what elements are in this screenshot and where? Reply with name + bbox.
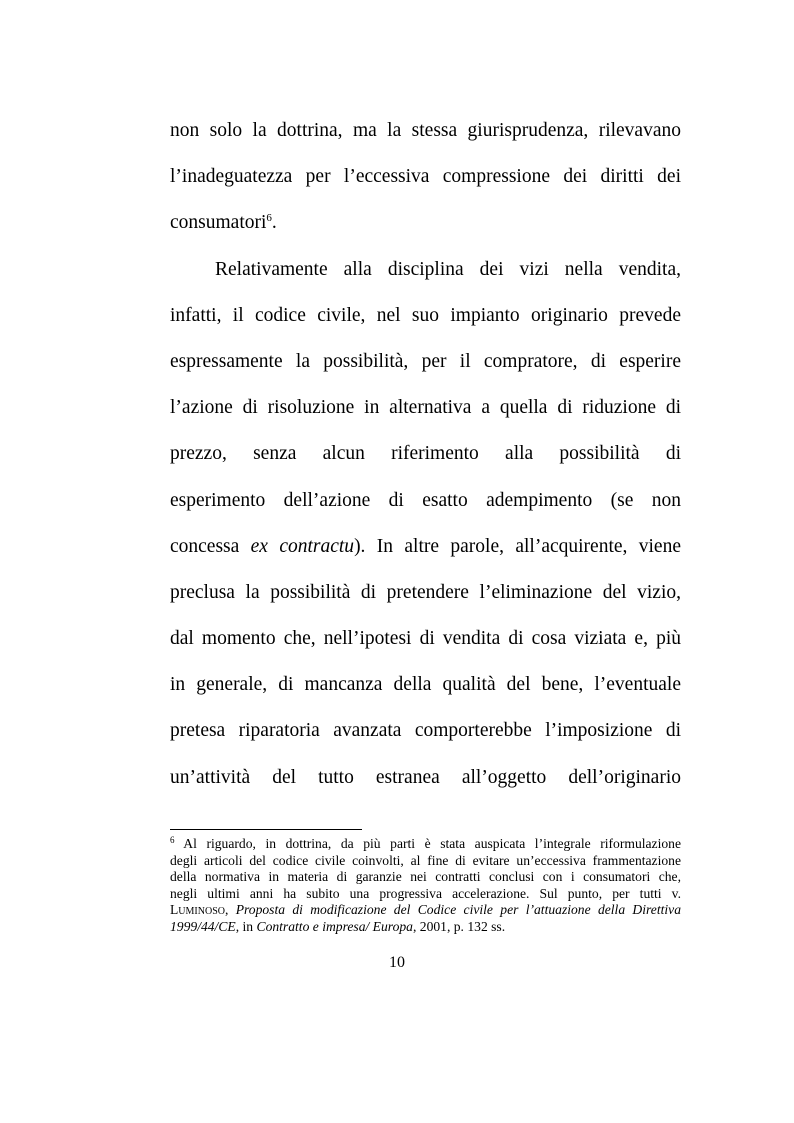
text-line: esperimento dell’azione di esatto adempimento (se non [170, 489, 681, 511]
text-segment: , in [235, 918, 257, 934]
footnote-line: negli ultimi anni ha subito una progressiva accelerazione. Sul punto, per tutti v. [170, 885, 681, 901]
footnote-line [170, 902, 681, 919]
text-line: in generale, di mancanza della qualità del bene, l’eventuale [170, 674, 681, 696]
text-segment: consumatori [170, 212, 267, 234]
text-line [170, 524, 681, 570]
text-segment: Al riguardo, in dottrina, da più parti è stata auspicata l’integrale riformulazione [174, 836, 681, 851]
text-line: non solo la dottrina, ma la stessa giurisprudenza, rilevavano [170, 120, 681, 141]
paragraph-start-line: Relativamente alla disciplina dei vizi nella vendita, [215, 258, 681, 280]
footnote-reference[interactable]: 6 [266, 212, 272, 225]
text-line: l’azione di risoluzione in alternativa a quella di riduzione di [170, 397, 681, 419]
text-segment: , [224, 902, 236, 918]
footnote-line [170, 919, 681, 936]
text-segment: ). In altre parole, all’acquirente, viene [354, 535, 681, 557]
footnote-marker: 6 [170, 835, 175, 845]
footnote-line [170, 836, 681, 853]
text-line: pretesa riparatoria avanzata comporterebbe l’imposizione di [170, 720, 681, 742]
citation-title: Proposta di modificazione del Codice civile per l’attuazione della Direttiva [235, 902, 682, 918]
text-line [170, 200, 681, 246]
footnote-line: della normativa in materia di garanzie nei contratti conclusi con i consumatori che, [170, 869, 681, 885]
text-line: prezzo, senza alcun riferimento alla possibilità di [170, 443, 681, 465]
journal-name: Contratto e impresa/ Europa [256, 918, 413, 934]
footnote-line: degli articoli del codice civile coinvolti, al fine di evitare un’eccessiva frammentazione [170, 852, 681, 868]
text-line: espressamente la possibilità, per il compratore, di esperire [170, 350, 681, 372]
text-segment: concessa [170, 535, 251, 557]
text-line: dal momento che, nell’ipotesi di vendita di cosa viziata e, più [170, 628, 681, 650]
footnote [170, 836, 681, 936]
footnote-separator [170, 829, 362, 830]
text-line: l’inadeguatezza per l’eccessiva compressione dei diritti dei [170, 166, 681, 188]
page-number: 10 [389, 954, 405, 971]
text-segment: , 2001, p. 132 ss. [412, 918, 506, 934]
text-segment: . [271, 212, 277, 234]
citation-title: 1999/44/CE [170, 918, 236, 934]
text-line: infatti, il codice civile, nel suo impianto originario prevede [170, 304, 681, 326]
italic-term: ex contractu [250, 535, 355, 557]
text-line: un’attività del tutto estranea all’oggetto dell’originario [170, 766, 681, 788]
text-line: preclusa la possibilità di pretendere l’eliminazione del vizio, [170, 581, 681, 603]
author-name: Luminoso [170, 902, 225, 918]
body-text [170, 108, 681, 801]
